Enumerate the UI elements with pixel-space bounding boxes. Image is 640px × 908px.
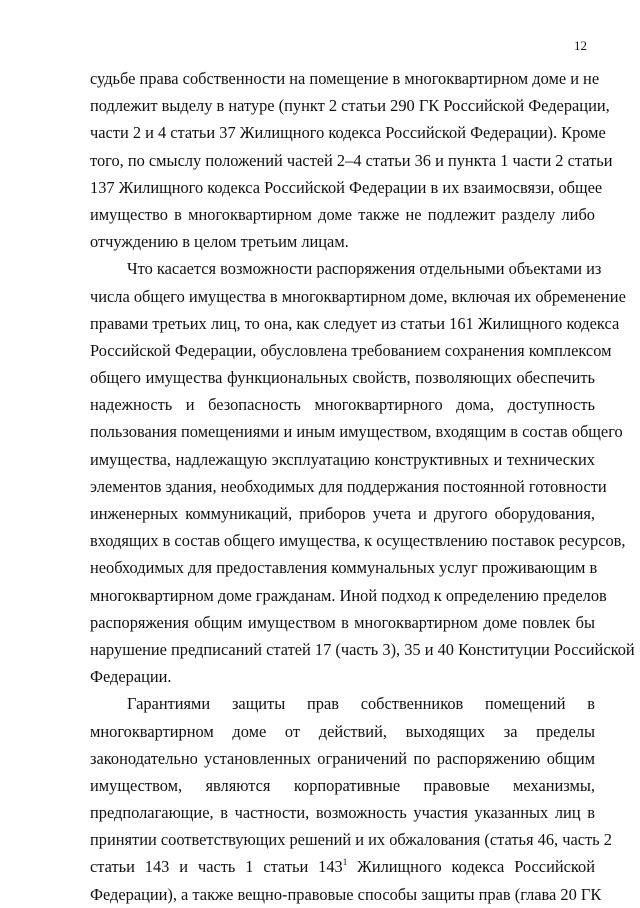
text-line: многоквартирном доме гражданам. Иной подход к определению пределов — [90, 585, 607, 605]
page-number: 12 — [574, 38, 587, 53]
text-line: элементов здания, необходимых для поддержания постоянной готовности — [90, 476, 607, 496]
text-line: Что касается возможности распоряжения отдельными объектами из — [127, 259, 602, 279]
text-line: отчуждению в целом третьим лицам. — [90, 232, 349, 252]
text-line: инженерных коммуникаций, приборов учета и другого оборудования, — [90, 504, 595, 523]
text-fragment: Жилищного кодекса Российской — [347, 857, 595, 877]
text-line: пользования помещениями и иным имуществом, входящим в состав общего — [90, 422, 623, 442]
text-line: надежность и безопасность многоквартирного дома, доступность — [90, 395, 595, 415]
text-line: необходимых для предоставления коммунальных услуг проживающим в — [90, 558, 598, 578]
text-line: Российской Федерации, обусловлена требованием сохранения комплексом — [90, 340, 612, 360]
text-line: имущества, надлежащую эксплуатацию конструктивных и технических — [90, 449, 595, 469]
text-line: Федерации), а также вещно-правовые способы защиты прав (глава 20 ГК — [90, 884, 602, 904]
text-line: нарушение предписаний статей 17 (часть 3), 35 и 40 Конституции Российской — [90, 639, 635, 659]
text-line: подлежит выделу в натуре (пункт 2 статьи 290 ГК Российской Федерации, — [90, 96, 610, 116]
text-fragment: статьи 143 и часть 1 статьи 143 — [90, 857, 343, 877]
text-line-with-superscript — [90, 853, 595, 880]
text-line: того, по смыслу положений частей 2–4 статьи 36 и пункта 1 части 2 статьи — [90, 150, 613, 170]
text-line: распоряжения общим имуществом в многоквартирном доме повлек бы — [90, 612, 595, 632]
text-line: правами третьих лиц, то она, как следует из статьи 161 Жилищного кодекса — [90, 313, 620, 333]
text-line: входящих в состав общего имущества, к осуществлению поставок ресурсов, — [90, 531, 626, 551]
text-line: общего имущества функциональных свойств, позволяющих обеспечить — [90, 368, 595, 388]
text-line: Гарантиями защиты прав собственников помещений в — [127, 694, 595, 714]
text-line: Федерации. — [90, 667, 172, 687]
text-line: судьбе права собственности на помещение в многоквартирном доме и не — [90, 69, 600, 88]
superscript-index: 1 — [342, 857, 348, 868]
text-line: имущество в многоквартирном доме также не подлежит разделу либо — [90, 204, 595, 224]
text-line: многоквартирном доме от действий, выходящих за пределы — [90, 721, 595, 741]
text-line: предполагающие, в частности, возможность участия указанных лиц в — [90, 803, 595, 823]
text-line: законодательно установленных ограничений по распоряжению общим — [90, 748, 595, 768]
text-line: принятии соответствующих решений и их обжалования (статья 46, часть 2 — [90, 830, 612, 850]
text-line: имуществом, являются корпоративные правовые механизмы, — [90, 775, 595, 795]
text-line: части 2 и 4 статьи 37 Жилищного кодекса Российской Федерации). Кроме — [90, 123, 606, 143]
document-body — [90, 65, 635, 908]
text-line: числа общего имущества в многоквартирном доме, включая их обременение — [90, 286, 626, 306]
text-line: 137 Жилищного кодекса Российской Федерации в их взаимосвязи, общее — [90, 177, 603, 197]
